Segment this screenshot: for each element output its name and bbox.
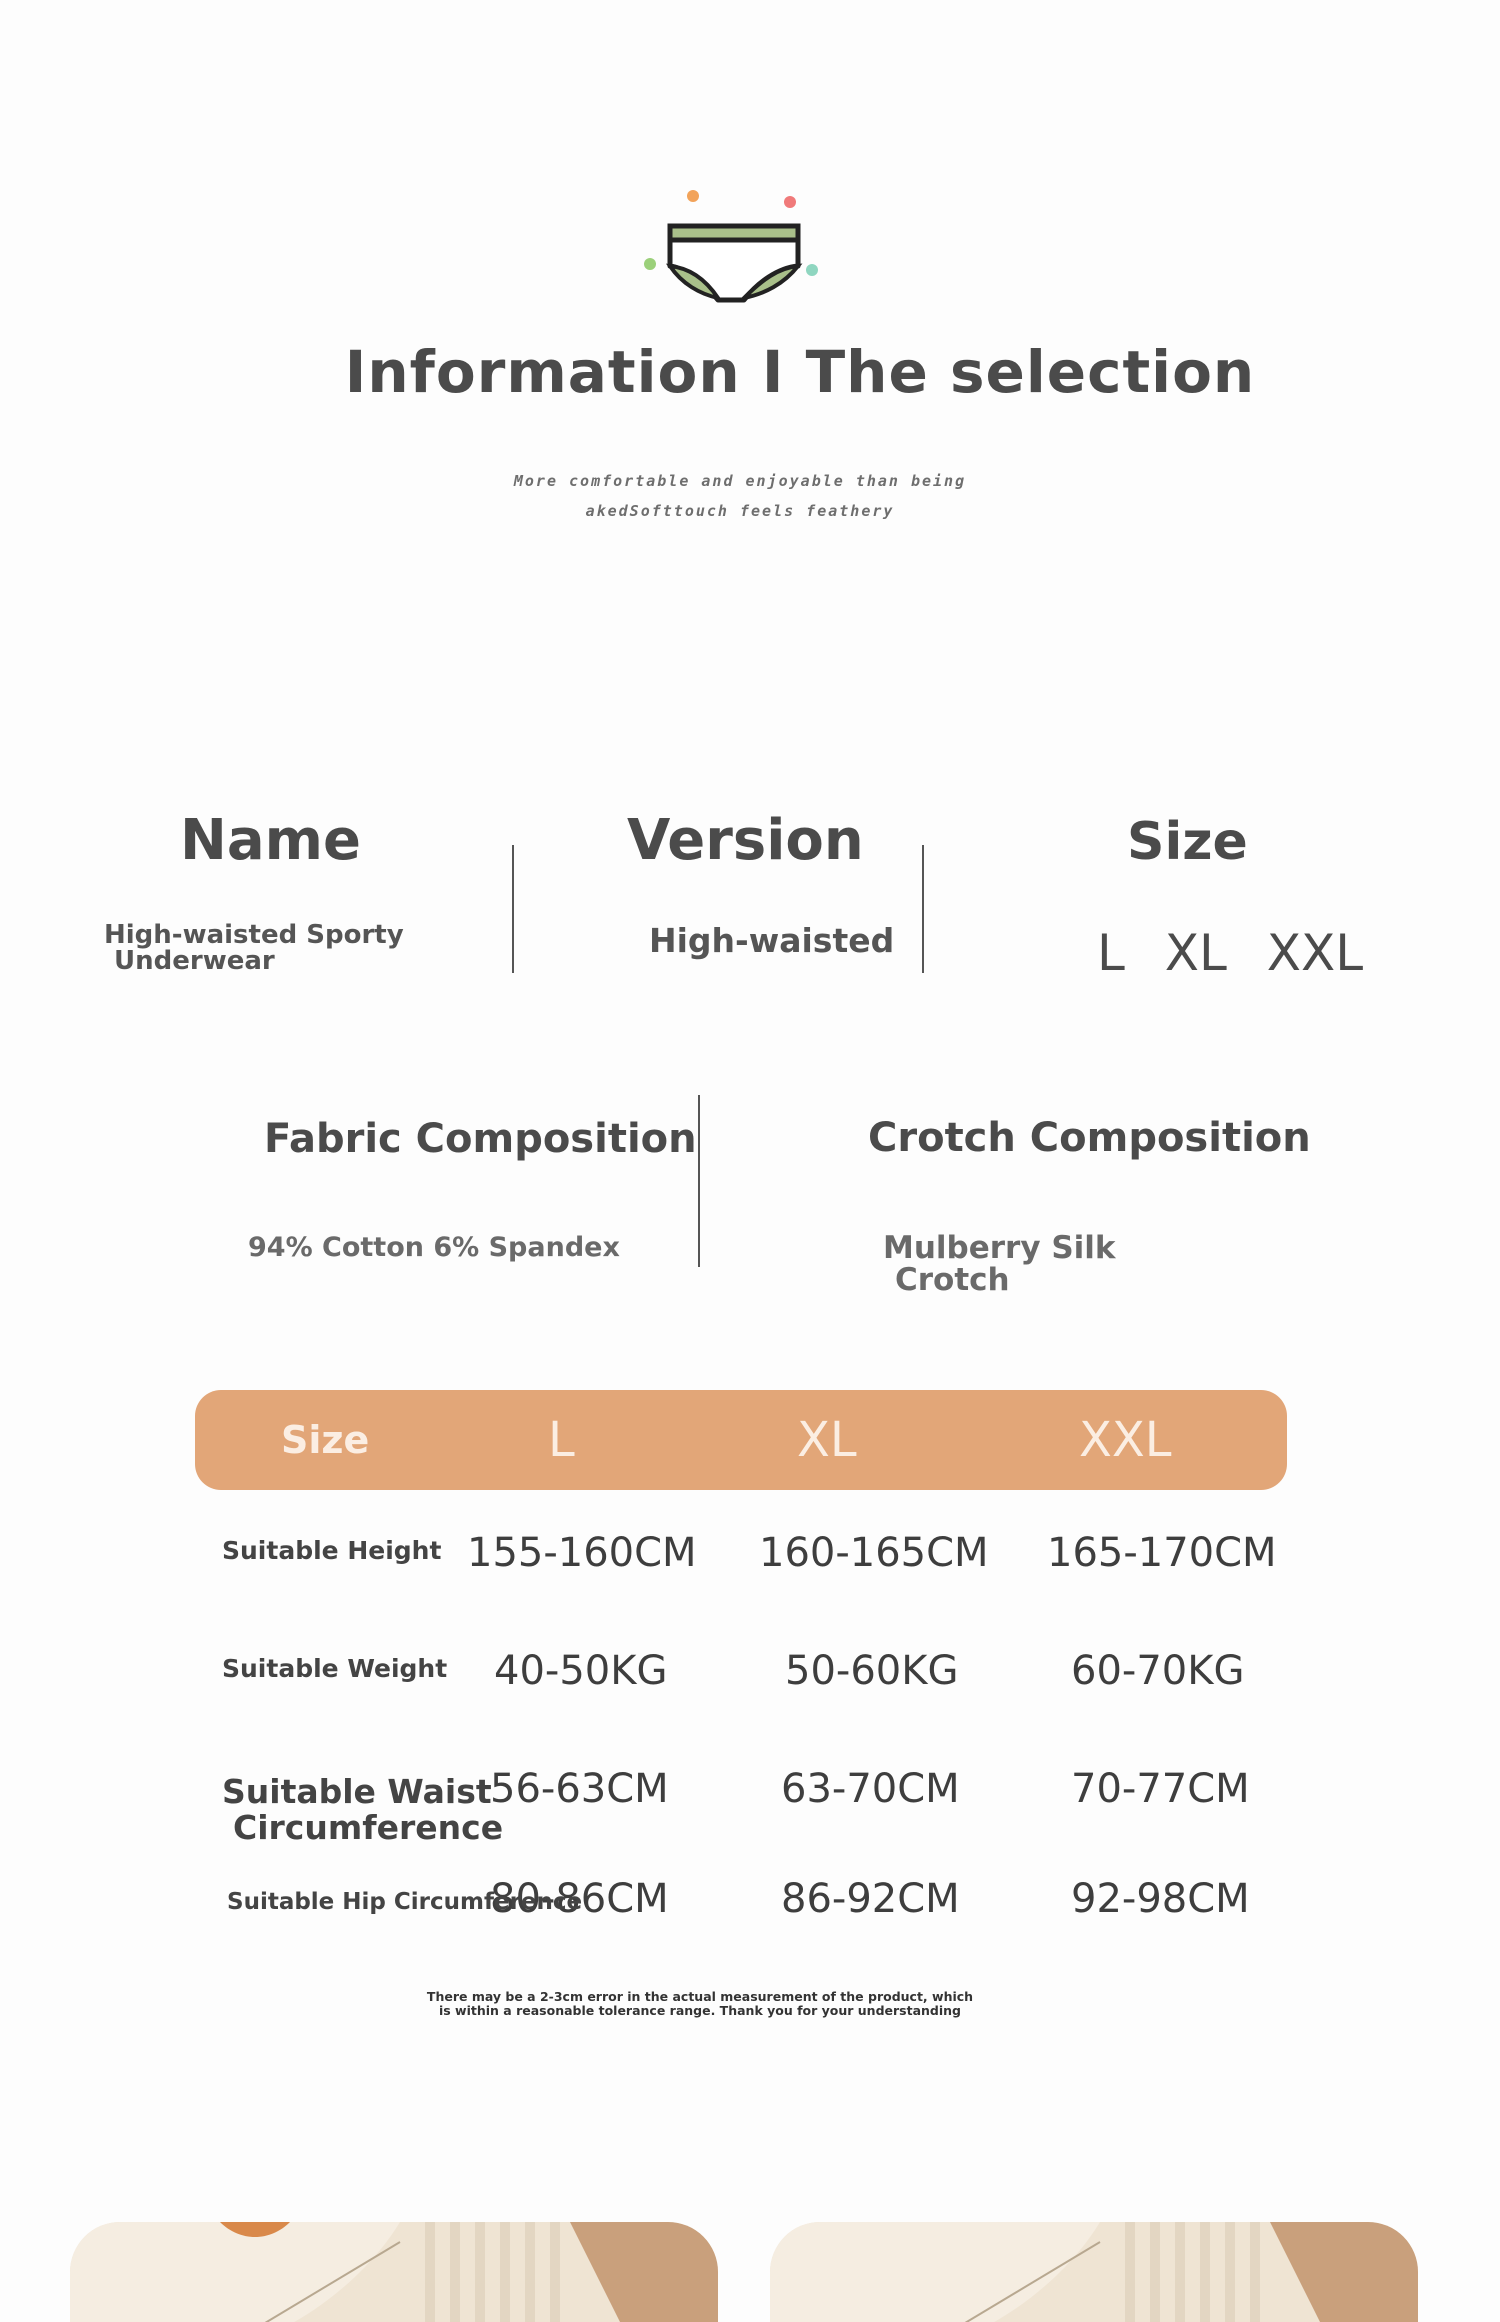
size-table-header — [195, 1390, 1287, 1490]
size-values — [1097, 924, 1363, 982]
table-cell: 50-60KG — [785, 1648, 959, 1694]
row-label-waist — [222, 1774, 503, 1846]
name-value — [104, 922, 404, 974]
table-cell: 165-170CM — [1047, 1530, 1277, 1576]
divider-3 — [698, 1095, 700, 1267]
table-cell: 63-70CM — [781, 1766, 960, 1812]
name-heading: Name — [180, 808, 361, 873]
table-cell: 80-86CM — [490, 1876, 669, 1922]
header-size-l: L — [548, 1412, 575, 1468]
size-value-l: L — [1097, 924, 1125, 982]
size-value-xl: XL — [1164, 924, 1227, 982]
table-cell: 92-98CM — [1071, 1876, 1250, 1922]
divider-1 — [512, 845, 514, 973]
header-size-xxl: XXL — [1079, 1412, 1172, 1468]
divider-2 — [922, 845, 924, 973]
row-label-waist-line-1: Suitable Waist — [222, 1772, 492, 1811]
note-line-1: There may be a 2-3cm error in the actual measurement of the product, which — [426, 1989, 974, 2004]
crotch-heading: Crotch Composition — [868, 1115, 1311, 1161]
crotch-value-line-1: Mulberry Silk — [883, 1230, 1116, 1266]
crotch-value — [883, 1232, 1116, 1296]
subtitle-line-2: akedSofttouch feels feathery — [585, 502, 895, 520]
table-cell: 60-70KG — [1071, 1648, 1245, 1694]
row-label-waist-line-2: Circumference — [233, 1808, 504, 1847]
row-label-hip: Suitable Hip Circumference — [227, 1889, 583, 1915]
product-photo — [70, 2222, 718, 2322]
name-value-line-2: Underwear — [114, 946, 275, 976]
version-heading: Version — [627, 808, 864, 873]
table-cell: 155-160CM — [467, 1530, 697, 1576]
header-size-label: Size — [281, 1418, 370, 1462]
table-cell: 70-77CM — [1071, 1766, 1250, 1812]
measurement-note — [380, 1990, 1020, 2018]
fabric-heading: Fabric Composition — [264, 1116, 697, 1162]
row-label-weight: Suitable Weight — [222, 1654, 448, 1683]
table-cell: 86-92CM — [781, 1876, 960, 1922]
crotch-value-line-2: Crotch — [895, 1262, 1010, 1298]
table-cell: 160-165CM — [759, 1530, 989, 1576]
page-title: Information I The selection — [344, 338, 1256, 406]
size-heading: Size — [1127, 812, 1248, 872]
page-subtitle — [440, 466, 1040, 526]
version-value: High-waisted — [649, 921, 895, 960]
table-cell: 40-50KG — [494, 1648, 668, 1694]
note-line-2: is within a reasonable tolerance range. Thank you for your understanding — [438, 2003, 961, 2018]
header-size-xl: XL — [797, 1412, 857, 1468]
fabric-value: 94% Cotton 6% Spandex — [248, 1232, 620, 1263]
underwear-icon — [640, 180, 820, 320]
row-label-height: Suitable Height — [222, 1536, 442, 1565]
product-photo — [770, 2222, 1418, 2322]
subtitle-line-1: More comfortable and enjoyable than being — [513, 472, 967, 490]
name-value-line-1: High-waisted Sporty — [104, 920, 404, 950]
size-value-xxl: XXL — [1266, 924, 1364, 982]
table-cell: 56-63CM — [490, 1766, 669, 1812]
